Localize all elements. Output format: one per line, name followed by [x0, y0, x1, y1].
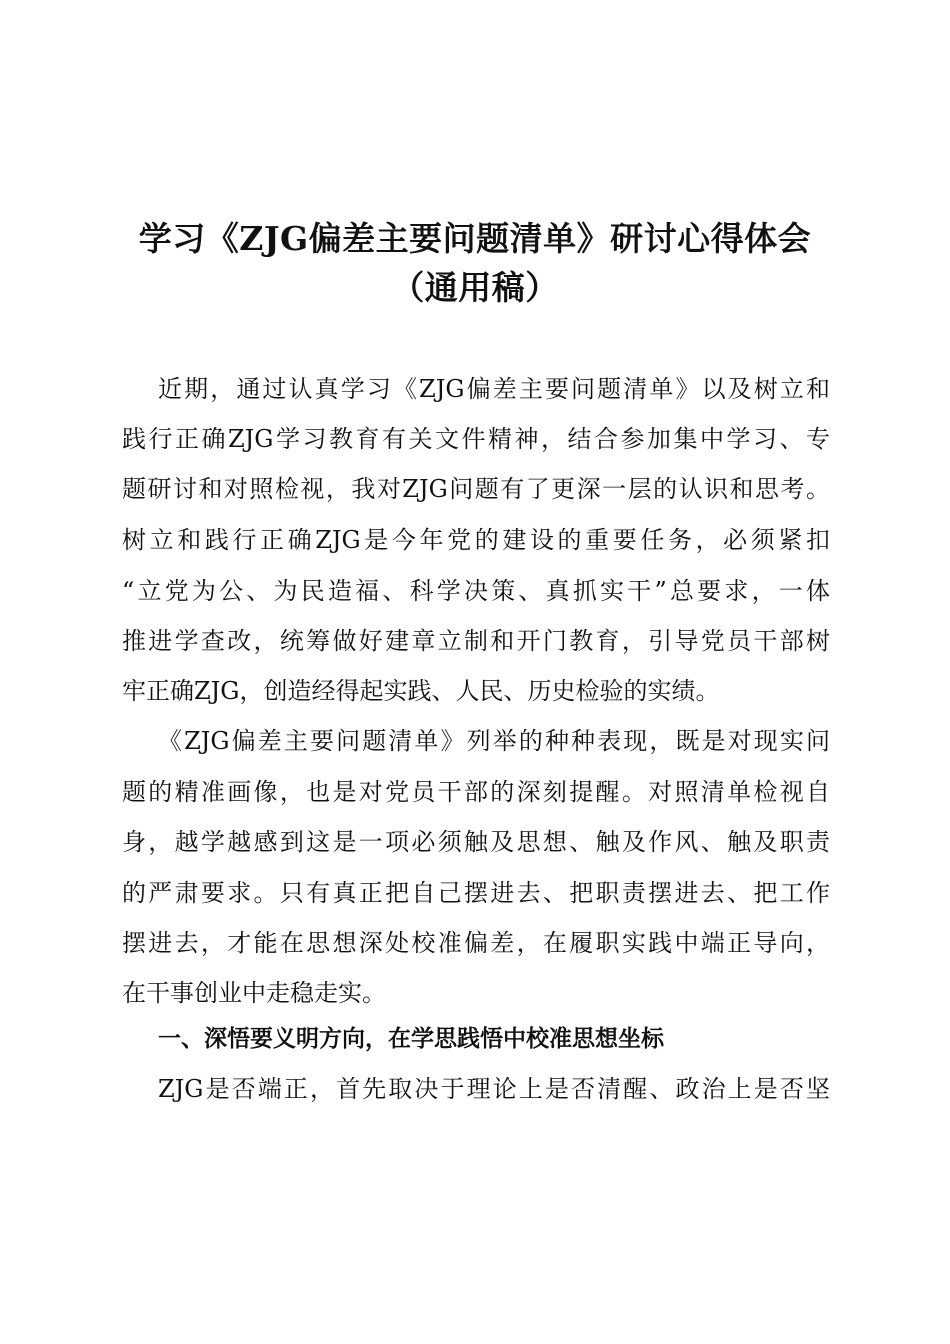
paragraph-2-line-5: 摆进去，才能在思想深处校准偏差，在履职实践中端正导向， — [122, 929, 830, 957]
paragraph-2-line-3: 身，越学越感到这是一项必须触及思想、触及作风、触及职责 — [122, 828, 830, 856]
paragraph-1-line-3: 题研讨和对照检视，我对ZJG问题有了更深一层的认识和思考。 — [122, 475, 830, 503]
document-subtitle: （通用稿） — [391, 268, 559, 307]
section-heading-1: 一、深悟要义明方向，在学思践悟中校准思想坐标 — [158, 1026, 664, 1052]
paragraph-2-line-1: 《ZJG偏差主要问题清单》列举的种种表现，既是对现实问 — [158, 727, 830, 755]
paragraph-2-line-2: 题的精准画像，也是对党员干部的深刻提醒。对照清单检视自 — [122, 778, 830, 806]
paragraph-1-line-7: 牢正确ZJG，创造经得起实践、人民、历史检验的实绩。 — [122, 677, 720, 705]
paragraph-3-line-1: ZJG是否端正，首先取决于理论上是否清醒、政治上是否坚 — [158, 1075, 830, 1103]
paragraph-1-line-5: “立党为公、为民造福、科学决策、真抓实干”总要求，一体 — [122, 577, 830, 605]
paragraph-2-line-6: 在干事创业中走稳走实。 — [122, 979, 386, 1007]
paragraph-1-line-4: 树立和践行正确ZJG是今年党的建设的重要任务，必须紧扣 — [122, 526, 830, 554]
paragraph-1-line-1: 近期，通过认真学习《ZJG偏差主要问题清单》以及树立和 — [158, 375, 830, 403]
paragraph-2-line-4: 的严肃要求。只有真正把自己摆进去、把职责摆进去、把工作 — [122, 879, 830, 907]
document-title: 学习《ZJG偏差主要问题清单》研讨心得体会 — [138, 219, 812, 258]
paragraph-1-line-6: 推进学查改，统筹做好建章立制和开门教育，引导党员干部树 — [122, 627, 830, 655]
paragraph-1-line-2: 践行正确ZJG学习教育有关文件精神，结合参加集中学习、专 — [122, 425, 830, 453]
